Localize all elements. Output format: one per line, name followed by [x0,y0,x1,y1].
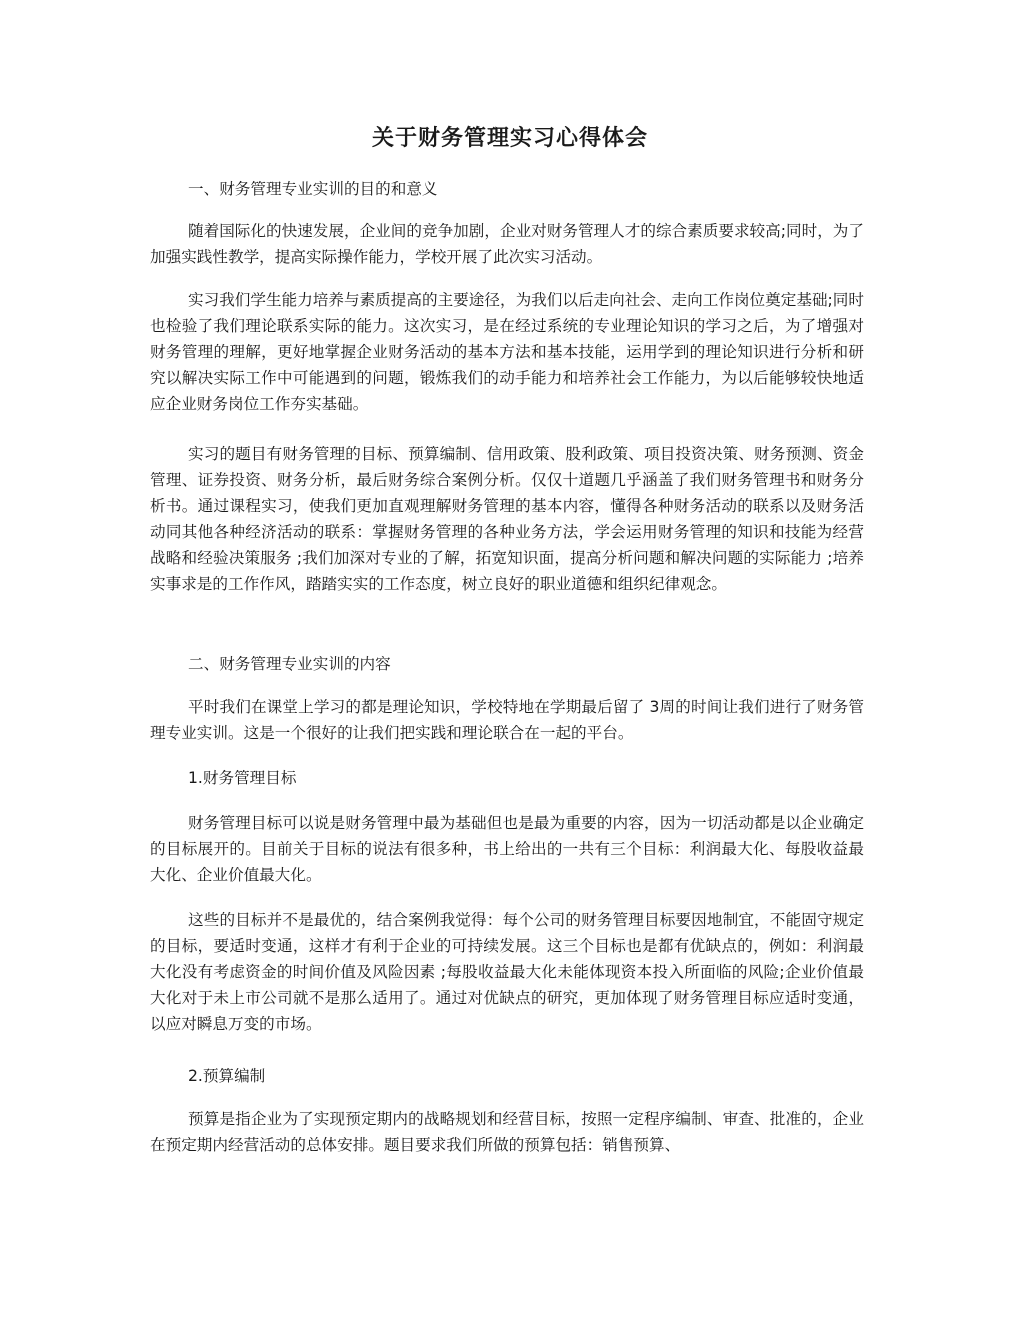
paragraph-background: 随着国际化的快速发展，企业间的竞争加剧，企业对财务管理人才的综合素质要求较高;同时，为了加强实践性教学，提高实际操作能力，学校开展了此次实习活动。 [150,222,864,266]
subheading-budget: 2.预算编制 [188,1067,266,1085]
section-heading-content: 二、财务管理专业实训的内容 [188,655,391,673]
paragraph-internship-goals: 实习我们学生能力培养与素质提高的主要途径，为我们以后走向社会、走向工作岗位奠定基础;同时也检验了我们理论联系实际的能力。这次实习，是在经过系统的专业理论知识的学习之后，为了增强对财务管理的理解，更好地掌握企业财务活动的基本方法和基本技能，运用学到的理论知识进行分析和研究以解决实际工作中可能遇到的问题，锻炼我们的动手能力和培养社会工作能力，为以后能够较快地适应企业财务岗位工作夯实基础。 [150,291,864,413]
subheading-financial-goal: 1.财务管理目标 [188,769,297,787]
section-heading-purpose: 一、财务管理专业实训的目的和意义 [188,180,438,198]
paragraph-budget-definition: 预算是指企业为了实现预定期内的战略规划和经营目标，按照一定程序编制、审查、批准的，企业在预定期内经营活动的总体安排。题目要求我们所做的预算包括：销售预算、 [150,1110,864,1154]
paragraph-goal-definition: 财务管理目标可以说是财务管理中最为基础但也是最为重要的内容，因为一切活动都是以企业确定的目标展开的。目前关于目标的说法有很多种，书上给出的一共有三个目标：利润最大化、每股收益最大化、企业价值最大化。 [150,814,864,884]
document-title: 关于财务管理实习心得体会 [371,125,648,151]
paragraph-goal-analysis: 这些的目标并不是最优的，结合案例我觉得：每个公司的财务管理目标要因地制宜，不能固守规定的目标，要适时变通，这样才有利于企业的可持续发展。这三个目标也是都有优缺点的，例如：利润最大化没有考虑资金的时间价值及风险因素 ;每股收益最大化未能体现资本投入所面临的风险;企业价值最大化对于未上市公司就不是那么适用了。通过对优缺点的研究，更加体现了财务管理目标应适时变通，以应对瞬息万变的市场。 [150,911,864,1033]
paragraph-training-period: 平时我们在课堂上学习的都是理论知识，学校特地在学期最后留了 3周的时间让我们进行了财务管理专业实训。这是一个很好的让我们把实践和理论联合在一起的平台。 [150,698,864,742]
paragraph-topics: 实习的题目有财务管理的目标、预算编制、信用政策、股利政策、项目投资决策、财务预测、资金管理、证券投资、财务分析，最后财务综合案例分析。仅仅十道题几乎涵盖了我们财务管理书和财务分析书。通过课程实习，使我们更加直观理解财务管理的基本内容，懂得各种财务活动的联系以及财务活动同其他各种经济活动的联系：掌握财务管理的各种业务方法，学会运用财务管理的知识和技能为经营战略和经验决策服务 ;我们加深对专业的了解，拓宽知识面，提高分析问题和解决问题的实际能力 ;培养实事求是的工作作风，踏踏实实的工作态度，树立良好的职业道德和组织纪律观念。 [150,445,864,593]
